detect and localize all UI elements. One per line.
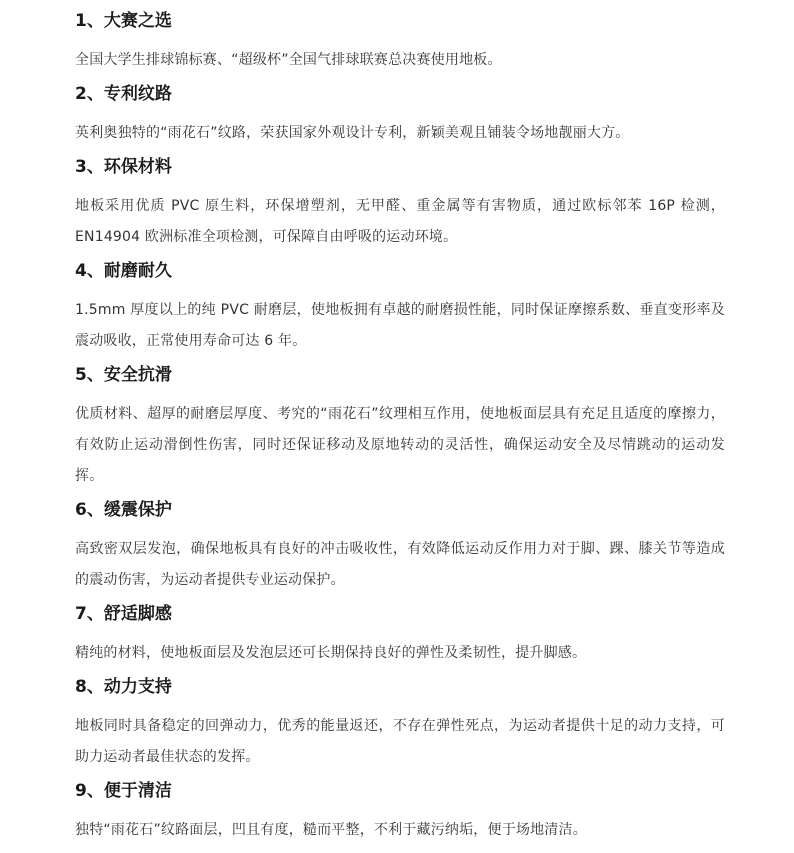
section-2 xyxy=(75,82,725,149)
section-title: 4、耐磨耐久 xyxy=(75,261,172,281)
section-body: 全国大学生排球锦标赛、“超级杯”全国气排球联赛总决赛使用地板。 xyxy=(75,52,502,68)
section-title: 3、环保材料 xyxy=(75,157,172,177)
section-body: 英利奥独特的“雨花石”纹路，荣获国家外观设计专利，新颖美观且铺装令场地靓丽大方。 xyxy=(75,125,630,141)
section-body: 优质材料、超厚的耐磨层厚度、考究的“雨花石”纹理相互作用，使地板面层具有充足且适度的摩擦力，有效防止运动滑倒性伤害，同时还保证移动及原地转动的灵活性，确保运动安全及尽情跳动的运动发挥。 xyxy=(75,406,725,484)
section-7 xyxy=(75,602,725,669)
section-4 xyxy=(75,259,725,357)
section-body: 1.5mm 厚度以上的纯 PVC 耐磨层，使地板拥有卓越的耐磨损性能，同时保证摩擦系数、垂直变形率及震动吸收，正常使用寿命可达 6 年。 xyxy=(75,302,725,349)
section-1 xyxy=(75,9,725,76)
section-5 xyxy=(75,363,725,492)
section-title: 1、大赛之选 xyxy=(75,11,172,31)
section-title: 9、便于清洁 xyxy=(75,781,172,801)
section-body: 精纯的材料，使地板面层及发泡层还可长期保持良好的弹性及柔韧性，提升脚感。 xyxy=(75,645,587,661)
section-title: 8、动力支持 xyxy=(75,677,172,697)
section-body: 地板同时具备稳定的回弹动力，优秀的能量返还，不存在弹性死点，为运动者提供十足的动力支持，可助力运动者最佳状态的发挥。 xyxy=(75,718,725,765)
section-8 xyxy=(75,675,725,773)
section-title: 6、缓震保护 xyxy=(75,500,172,520)
section-title: 2、专利纹路 xyxy=(75,84,172,104)
section-3 xyxy=(75,155,725,253)
section-title: 5、安全抗滑 xyxy=(75,365,172,385)
section-6 xyxy=(75,498,725,596)
section-body: 高致密双层发泡，确保地板具有良好的冲击吸收性，有效降低运动反作用力对于脚、踝、膝关节等造成的震动伤害，为运动者提供专业运动保护。 xyxy=(75,541,725,588)
section-9 xyxy=(75,779,725,846)
section-title: 7、舒适脚感 xyxy=(75,604,172,624)
section-body: 地板采用优质 PVC 原生料，环保增塑剂，无甲醛、重金属等有害物质，通过欧标邻苯 16P 检测，EN14904 欧洲标准全项检测，可保障自由呼吸的运动环境。 xyxy=(75,198,725,245)
section-body: 独特“雨花石”纹路面层，凹且有度，糙而平整，不利于藏污纳垢，便于场地清洁。 xyxy=(75,822,587,838)
